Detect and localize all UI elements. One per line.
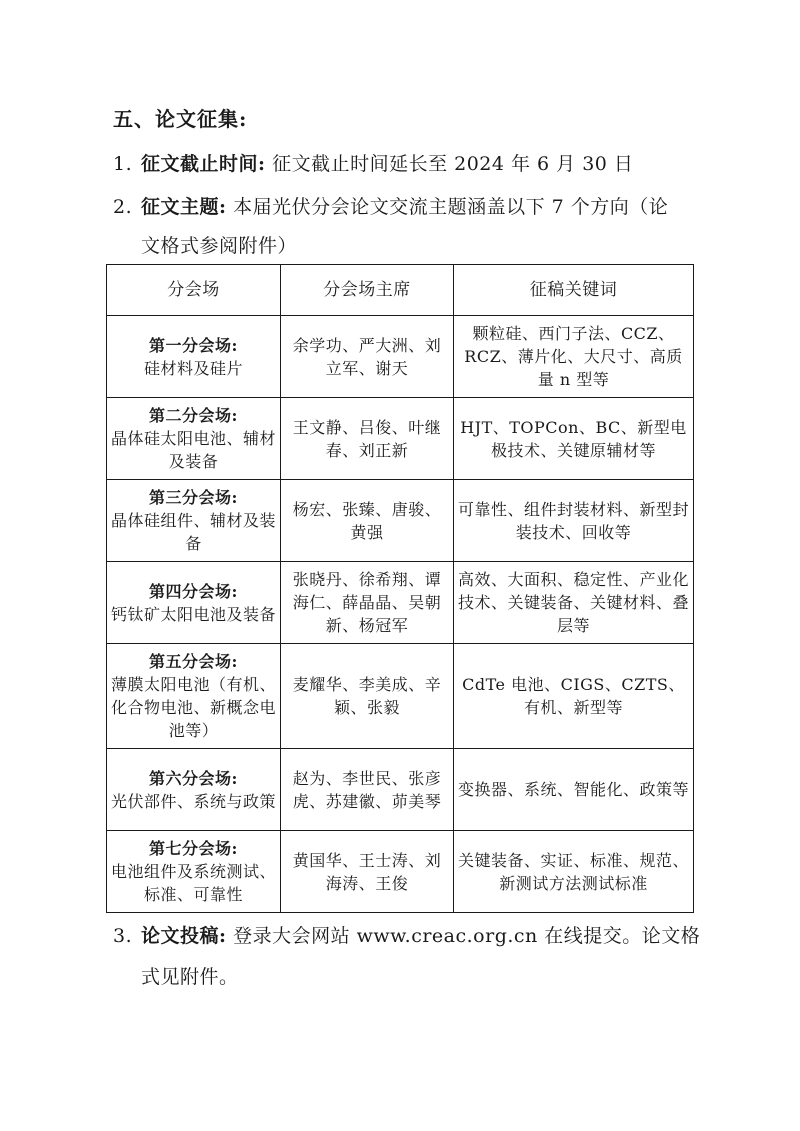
session-cell bbox=[107, 562, 281, 644]
session-cell bbox=[107, 644, 281, 749]
item-submission bbox=[113, 921, 700, 948]
item-number: 3. bbox=[113, 925, 133, 947]
table-row bbox=[107, 749, 694, 831]
session-topic: 钙钛矿太阳电池及装备 bbox=[111, 604, 277, 624]
item-separator: : bbox=[258, 153, 266, 175]
session-name: 第六分会场: bbox=[149, 768, 238, 788]
item-text: 登录大会网站 www.creac.org.cn 在线提交。论文格 bbox=[233, 925, 701, 947]
session-topic: 电池组件及系统测试、标准、可靠性 bbox=[111, 862, 277, 904]
session-name: 第一分会场: bbox=[149, 335, 238, 355]
table-row bbox=[107, 562, 694, 644]
item-text: 征文截止时间延长至 2024 年 6 月 30 日 bbox=[272, 153, 634, 175]
item-number: 2. bbox=[113, 196, 133, 218]
chairs-cell: 张晓丹、徐希翔、谭海仁、薛晶晶、吴朝新、杨冠军 bbox=[281, 562, 454, 644]
keywords-cell: HJT、TOPCon、BC、新型电极技术、关键原辅材等 bbox=[454, 398, 694, 480]
header-keywords: 征稿关键词 bbox=[454, 265, 694, 316]
session-topic: 光伏部件、系统与政策 bbox=[111, 791, 277, 811]
item-submission-continuation: 式见附件。 bbox=[141, 966, 239, 988]
item-theme-continuation: 文格式参阅附件） bbox=[141, 235, 298, 257]
section-heading: 五、论文征集: bbox=[113, 107, 248, 131]
keywords-cell: CdTe 电池、CIGS、CZTS、有机、新型等 bbox=[454, 644, 694, 749]
session-cell bbox=[107, 831, 281, 913]
item-text: 本届光伏分会论文交流主题涵盖以下 7 个方向（论 bbox=[233, 196, 669, 218]
session-name: 第七分会场: bbox=[149, 839, 238, 858]
session-cell bbox=[107, 749, 281, 831]
table-row bbox=[107, 398, 694, 480]
item-separator: : bbox=[219, 196, 227, 218]
item-separator: : bbox=[219, 925, 227, 947]
header-session: 分会场 bbox=[107, 265, 281, 316]
item-deadline bbox=[113, 149, 633, 176]
session-topic: 硅材料及硅片 bbox=[143, 358, 243, 378]
chairs-cell: 王文静、吕俊、叶继春、刘正新 bbox=[281, 398, 454, 480]
item-label: 征文主题 bbox=[141, 196, 220, 218]
session-cell bbox=[107, 398, 281, 480]
chairs-cell: 赵为、李世民、张彦虎、苏建徽、茆美琴 bbox=[281, 749, 454, 831]
session-topic: 晶体硅太阳电池、辅材及装备 bbox=[111, 429, 277, 471]
session-name: 第五分会场: bbox=[149, 652, 238, 671]
item-theme bbox=[113, 192, 668, 219]
item-label: 论文投稿 bbox=[141, 925, 220, 947]
session-name: 第二分会场: bbox=[149, 406, 238, 425]
chairs-cell: 麦耀华、李美成、辛颖、张毅 bbox=[281, 644, 454, 749]
header-chairs: 分会场主席 bbox=[281, 265, 454, 316]
keywords-cell: 变换器、系统、智能化、政策等 bbox=[454, 749, 694, 831]
item-number: 1. bbox=[113, 153, 133, 175]
session-topic: 晶体硅组件、辅材及装备 bbox=[111, 511, 277, 553]
sessions-table bbox=[106, 264, 694, 913]
chairs-cell: 黄国华、王士涛、刘海涛、王俊 bbox=[281, 831, 454, 913]
table-header-row bbox=[107, 265, 694, 316]
session-name: 第三分会场: bbox=[149, 488, 238, 507]
keywords-cell: 关键装备、实证、标准、规范、新测试方法测试标准 bbox=[454, 831, 694, 913]
table-row bbox=[107, 316, 694, 398]
table-row bbox=[107, 831, 694, 913]
session-name: 第四分会场: bbox=[149, 581, 238, 601]
session-topic: 薄膜太阳电池（有机、化合物电池、新概念电池等） bbox=[111, 675, 277, 740]
keywords-cell: 高效、大面积、稳定性、产业化技术、关键装备、关键材料、叠层等 bbox=[454, 562, 694, 644]
keywords-cell: 可靠性、组件封装材料、新型封装技术、回收等 bbox=[454, 480, 694, 562]
session-cell bbox=[107, 480, 281, 562]
table-row bbox=[107, 480, 694, 562]
item-label: 征文截止时间 bbox=[141, 153, 259, 175]
chairs-cell: 杨宏、张臻、唐骏、黄强 bbox=[281, 480, 454, 562]
session-cell bbox=[107, 316, 281, 398]
keywords-cell: 颗粒硅、西门子法、CCZ、RCZ、薄片化、大尺寸、高质量 n 型等 bbox=[454, 316, 694, 398]
chairs-cell: 余学功、严大洲、刘立军、谢天 bbox=[281, 316, 454, 398]
table-row bbox=[107, 644, 694, 749]
